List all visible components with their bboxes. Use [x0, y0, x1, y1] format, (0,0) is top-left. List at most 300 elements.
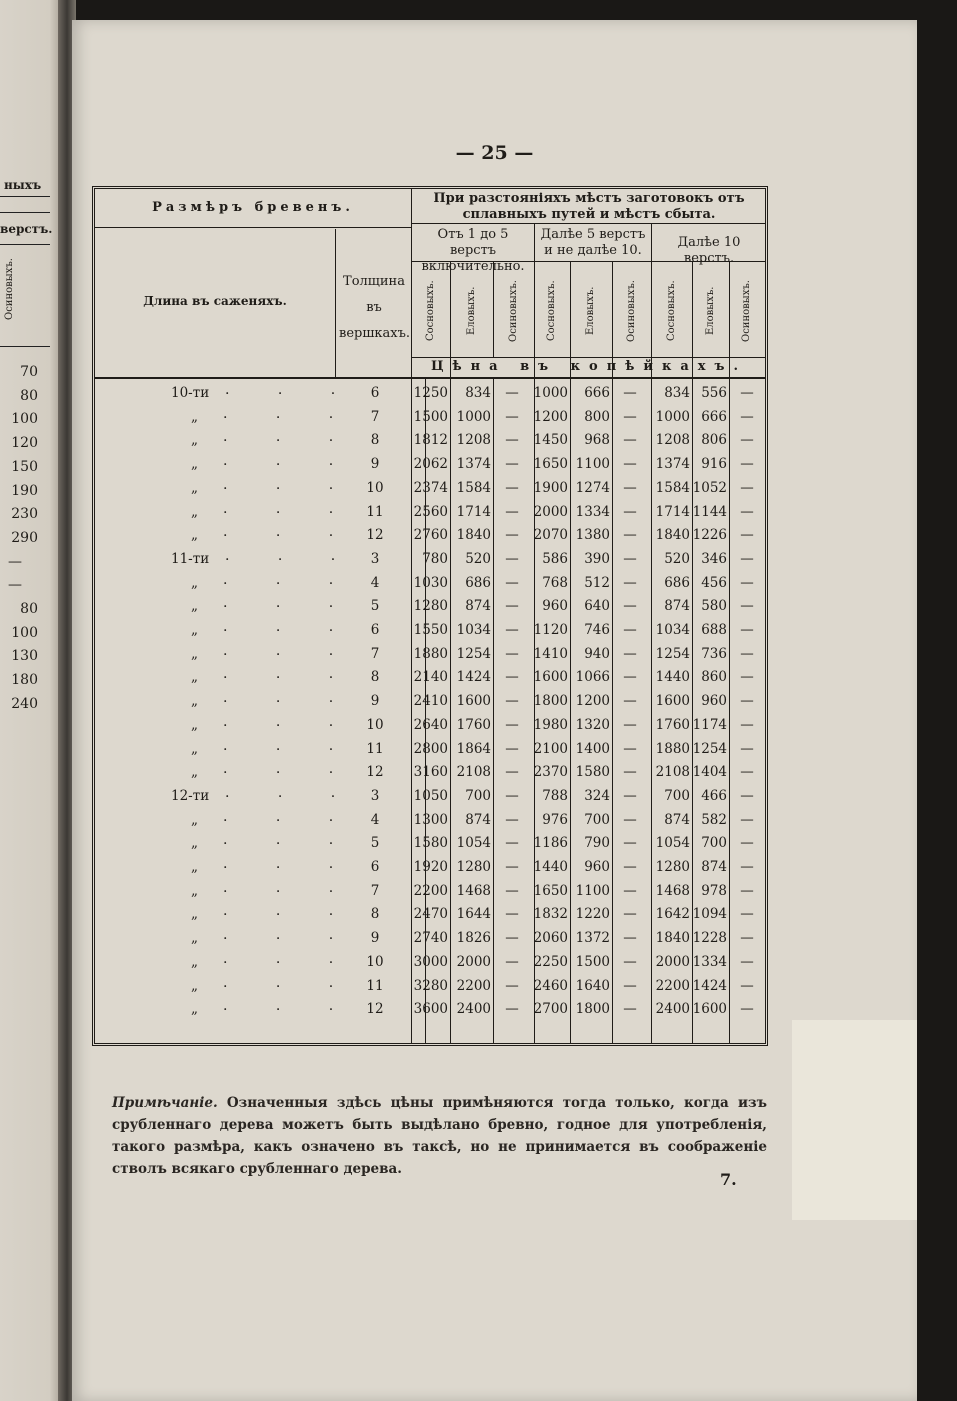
price-cell: 2410	[413, 693, 448, 710]
price-cell: 1100	[575, 882, 610, 899]
price-cell: —	[505, 432, 519, 449]
price-cell: 1500	[575, 953, 610, 970]
price-cell: 1208	[655, 432, 690, 449]
row-length: 11-ти	[171, 550, 210, 567]
price-cell: —	[623, 645, 637, 662]
price-cell: —	[505, 953, 519, 970]
leader-dots: . . .	[223, 405, 356, 422]
row-thickness: 11	[366, 503, 384, 520]
row-thickness: 12	[366, 1001, 384, 1018]
price-cell: 940	[584, 645, 610, 662]
leader-dots: . . .	[223, 476, 356, 493]
price-cell: 1054	[655, 835, 690, 852]
price-cell: 1468	[655, 882, 690, 899]
group-2-label: Далѣе 5 верстъ и не далѣе 10.	[540, 227, 646, 258]
price-cell: 520	[664, 550, 690, 567]
price-cell: 582	[701, 811, 727, 828]
price-cell: 1826	[456, 930, 491, 947]
row-thickness: 5	[370, 835, 380, 852]
price-cell: 874	[465, 598, 491, 615]
price-cell: 2000	[533, 503, 568, 520]
row-thickness: 3	[370, 787, 380, 804]
leader-dots: . . .	[223, 832, 356, 849]
price-cell: —	[623, 479, 637, 496]
price-cell: 1980	[533, 716, 568, 733]
price-cell: —	[505, 930, 519, 947]
left-value: 100	[11, 411, 38, 428]
price-cell: —	[623, 787, 637, 804]
row-length: „	[191, 669, 198, 686]
price-cell: 2374	[413, 479, 448, 496]
price-cell: —	[740, 408, 754, 425]
divider	[335, 229, 336, 379]
left-value: 180	[11, 672, 38, 689]
price-cell: 586	[542, 550, 568, 567]
row-length: „	[191, 906, 198, 923]
price-cell: 768	[542, 574, 568, 591]
price-cell: 1274	[575, 479, 610, 496]
price-cell: 2108	[456, 764, 491, 781]
price-table	[92, 186, 768, 1046]
price-cell: 2640	[413, 716, 448, 733]
wood-type-label: Осиновыхъ.	[741, 280, 752, 342]
price-cell: —	[505, 811, 519, 828]
left-rule	[0, 212, 50, 213]
row-length: „	[191, 1001, 198, 1018]
price-cell: 736	[701, 645, 727, 662]
note-paragraph	[112, 1092, 767, 1180]
left-value: —	[8, 577, 22, 594]
price-cell: —	[505, 550, 519, 567]
price-cell: 2370	[533, 764, 568, 781]
price-cell: 688	[701, 622, 727, 638]
price-cell: 1812	[413, 432, 448, 449]
price-cell: —	[505, 1001, 519, 1018]
page-number: — 25 —	[455, 142, 534, 164]
price-cell: 1424	[456, 669, 491, 686]
leader-dots: . . .	[223, 524, 356, 541]
price-cell: —	[505, 408, 519, 425]
price-cell: —	[623, 716, 637, 733]
row-length: „	[191, 598, 198, 615]
left-value: 240	[11, 695, 38, 712]
price-cell: 580	[701, 598, 727, 615]
price-cell: 466	[701, 787, 727, 804]
price-cell: 1440	[533, 859, 568, 875]
leader-dots: . . .	[223, 998, 356, 1015]
price-cell: 1800	[533, 693, 568, 710]
row-length: „	[191, 479, 198, 496]
left-header-mid: верстъ.	[0, 222, 53, 236]
price-cell: —	[623, 550, 637, 567]
wood-type-label: Осиновыхъ.	[507, 280, 519, 342]
price-cell: 1760	[655, 716, 690, 733]
price-cell: 874	[664, 598, 690, 615]
price-label: Цѣна въ копѣйкахъ.	[430, 359, 748, 374]
price-cell: 1374	[456, 456, 491, 473]
wood-type-label: Сосновыхъ.	[424, 280, 436, 342]
left-value: 70	[20, 364, 38, 380]
price-cell: —	[505, 385, 519, 401]
price-cell: 1052	[692, 479, 727, 496]
row-length: „	[191, 764, 198, 781]
price-cell: —	[623, 527, 637, 544]
row-length: „	[191, 859, 198, 875]
price-cell: 1066	[575, 669, 610, 686]
price-cell: 1840	[655, 930, 690, 947]
leader-dots: . . .	[223, 666, 356, 683]
price-cell: —	[623, 906, 637, 923]
price-cell: —	[740, 787, 754, 804]
price-cell: —	[740, 385, 754, 401]
price-cell: 1920	[413, 859, 448, 875]
rule	[95, 227, 411, 228]
price-cell: 1550	[413, 622, 448, 638]
price-cell: —	[623, 574, 637, 591]
price-cell: 1200	[575, 693, 610, 710]
price-cell: —	[505, 835, 519, 852]
leader-dots: . . .	[223, 619, 356, 635]
price-cell: —	[740, 456, 754, 473]
left-rule	[0, 346, 50, 347]
price-cell: 1034	[456, 622, 491, 638]
price-cell: 976	[542, 811, 568, 828]
price-cell: —	[623, 764, 637, 781]
leader-dots: . . .	[223, 903, 356, 920]
price-cell: 1424	[692, 977, 727, 994]
leader-dots: . . .	[223, 927, 356, 944]
left-value: 100	[11, 624, 38, 641]
row-length: „	[191, 882, 198, 899]
price-cell: 1600	[533, 669, 568, 686]
price-cell: —	[623, 598, 637, 615]
leader-dots: . . .	[223, 429, 356, 446]
price-cell: 1880	[655, 740, 690, 757]
price-cell: —	[505, 669, 519, 686]
price-cell: 1410	[533, 645, 568, 662]
left-value: 290	[11, 529, 38, 546]
price-cell: 700	[701, 835, 727, 852]
leader-dots: . . .	[223, 642, 356, 659]
row-length: „	[191, 527, 198, 544]
wood-type-label: Сосновыхъ.	[665, 280, 677, 342]
price-cell: 1440	[655, 669, 690, 686]
paper-stain	[792, 1020, 917, 1220]
price-cell: —	[623, 882, 637, 899]
price-cell: 1374	[655, 456, 690, 473]
row-thickness: 6	[370, 622, 380, 638]
price-cell: —	[623, 432, 637, 449]
price-cell: 2470	[413, 906, 448, 923]
left-page-fragment	[0, 0, 62, 1401]
price-cell: 788	[542, 787, 568, 804]
leader-dots: . . .	[223, 571, 356, 588]
price-cell: 960	[542, 598, 568, 615]
price-cell: —	[740, 764, 754, 781]
price-cell: 2000	[655, 953, 690, 970]
signature-mark: 7.	[720, 1170, 737, 1189]
price-cell: —	[505, 787, 519, 804]
price-cell: —	[505, 740, 519, 757]
price-cell: 1228	[692, 930, 727, 947]
row-length: „	[191, 574, 198, 591]
price-cell: 1144	[692, 503, 727, 520]
price-cell: 1050	[413, 787, 448, 804]
price-cell: 1054	[456, 835, 491, 852]
row-length: „	[191, 432, 198, 449]
row-length: „	[191, 930, 198, 947]
price-cell: 1120	[533, 622, 568, 638]
row-length: „	[191, 811, 198, 828]
left-col-label: Осиновыхъ.	[4, 258, 15, 320]
price-cell: 1580	[413, 835, 448, 852]
price-cell: 512	[584, 574, 610, 591]
price-cell: 1900	[533, 479, 568, 496]
price-cell: —	[740, 835, 754, 852]
price-cell: 1404	[692, 764, 727, 781]
rule	[411, 357, 765, 358]
price-cell: 1372	[575, 930, 610, 947]
row-thickness: 6	[370, 859, 380, 875]
price-cell: —	[740, 930, 754, 947]
price-cell: —	[740, 859, 754, 875]
row-thickness: 7	[370, 408, 380, 425]
leader-dots: . . .	[223, 737, 356, 754]
row-length: „	[191, 622, 198, 638]
price-cell: —	[623, 1001, 637, 1018]
price-cell: —	[623, 859, 637, 875]
price-cell: 746	[584, 622, 610, 638]
price-cell: —	[505, 977, 519, 994]
price-cell: 1400	[575, 740, 610, 757]
price-cell: 1254	[456, 645, 491, 662]
row-length: „	[191, 835, 198, 852]
price-cell: 1832	[533, 906, 568, 923]
left-value: 190	[11, 482, 38, 499]
price-cell: 2200	[655, 977, 690, 994]
price-cell: —	[740, 693, 754, 710]
price-cell: —	[740, 645, 754, 662]
wood-type-label: Сосновыхъ.	[546, 280, 557, 342]
price-cell: 960	[701, 693, 727, 710]
price-cell: —	[505, 882, 519, 899]
leader-dots: . . .	[223, 974, 356, 991]
price-cell: 1468	[456, 882, 491, 899]
price-cell: —	[740, 527, 754, 544]
price-cell: 1640	[575, 977, 610, 994]
price-cell: 520	[465, 550, 491, 567]
row-length: „	[191, 716, 198, 733]
row-length: „	[191, 693, 198, 710]
row-length: 12-ти	[171, 787, 210, 804]
row-thickness: 7	[370, 645, 380, 662]
row-length: „	[191, 977, 198, 994]
price-cell: 1334	[692, 953, 727, 970]
row-thickness: 6	[370, 385, 380, 401]
price-cell: 960	[584, 859, 610, 875]
price-cell: 1800	[575, 1001, 610, 1018]
leader-dots: . . .	[223, 879, 356, 896]
price-cell: 1000	[655, 408, 690, 425]
price-cell: 874	[701, 859, 727, 875]
leader-dots: . . .	[223, 950, 356, 967]
price-cell: 556	[701, 385, 727, 401]
left-value: 80	[20, 601, 38, 617]
price-cell: 860	[701, 669, 727, 686]
price-cell: 1500	[413, 408, 448, 425]
price-cell: 686	[664, 574, 690, 591]
row-thickness: 4	[370, 574, 380, 591]
price-cell: —	[505, 622, 519, 638]
price-cell: 666	[701, 408, 727, 425]
leader-dots: . . .	[223, 808, 356, 825]
row-thickness: 9	[370, 693, 380, 710]
price-cell: —	[623, 930, 637, 947]
price-cell: 1580	[575, 764, 610, 781]
price-cell: —	[623, 953, 637, 970]
price-cell: 1840	[655, 527, 690, 544]
price-cell: —	[623, 693, 637, 710]
divider	[493, 261, 494, 357]
price-cell: 1880	[413, 645, 448, 662]
row-length: 10-ти	[171, 385, 210, 401]
leader-dots: . . .	[225, 547, 358, 564]
price-cell: 1584	[456, 479, 491, 496]
price-cell: 874	[664, 811, 690, 828]
price-cell: 1642	[655, 906, 690, 923]
row-length: „	[191, 503, 198, 520]
price-cell: 1584	[655, 479, 690, 496]
price-cell: 2460	[533, 977, 568, 994]
note-label: Примѣчаніе.	[112, 1095, 218, 1111]
group-3-label: Далѣе 10 верстъ.	[677, 235, 741, 266]
price-cell: 1650	[533, 456, 568, 473]
price-cell: —	[740, 740, 754, 757]
price-cell: —	[623, 669, 637, 686]
price-cell: 834	[465, 385, 491, 401]
row-thickness: 10	[366, 479, 384, 496]
price-cell: —	[740, 882, 754, 899]
price-cell: 640	[584, 598, 610, 615]
price-cell: 3280	[413, 977, 448, 994]
price-cell: 1208	[456, 432, 491, 449]
left-rule	[0, 244, 50, 245]
price-cell: 700	[584, 811, 610, 828]
price-cell: —	[505, 716, 519, 733]
price-cell: —	[740, 906, 754, 923]
row-thickness: 3	[370, 550, 380, 567]
price-cell: 790	[584, 835, 610, 852]
price-cell: —	[740, 598, 754, 615]
price-cell: 2760	[413, 527, 448, 544]
row-thickness: 8	[370, 906, 380, 923]
price-cell: 2060	[533, 930, 568, 947]
price-cell: —	[505, 598, 519, 615]
price-cell: 1250	[413, 385, 448, 401]
price-cell: —	[623, 811, 637, 828]
left-value: 130	[11, 648, 38, 665]
price-cell: 1034	[655, 622, 690, 638]
price-cell: 1280	[655, 859, 690, 875]
price-cell: —	[740, 977, 754, 994]
price-cell: 1714	[456, 503, 491, 520]
leader-dots: . . .	[223, 856, 356, 872]
price-cell: 2100	[533, 740, 568, 757]
price-cell: —	[505, 764, 519, 781]
price-cell: —	[623, 977, 637, 994]
price-cell: —	[740, 811, 754, 828]
price-cell: —	[505, 574, 519, 591]
price-cell: —	[623, 740, 637, 757]
price-cell: 346	[701, 550, 727, 567]
price-cell: 1334	[575, 503, 610, 520]
price-cell: 1100	[575, 456, 610, 473]
price-cell: —	[623, 503, 637, 520]
price-cell: 1450	[533, 432, 568, 449]
price-cell: 1300	[413, 811, 448, 828]
price-cell: —	[505, 645, 519, 662]
price-cell: 1254	[655, 645, 690, 662]
price-cell: 1254	[692, 740, 727, 757]
row-thickness: 12	[366, 527, 384, 544]
row-thickness: 5	[370, 598, 380, 615]
book-page	[72, 20, 917, 1401]
price-cell: 2560	[413, 503, 448, 520]
price-cell: 2400	[456, 1001, 491, 1018]
leader-dots: . . .	[225, 784, 358, 801]
price-cell: —	[740, 1001, 754, 1018]
price-cell: 1864	[456, 740, 491, 757]
price-cell: —	[740, 716, 754, 733]
price-cell: —	[740, 550, 754, 567]
price-cell: 1644	[456, 906, 491, 923]
left-value: 230	[11, 506, 38, 523]
price-cell: 968	[584, 432, 610, 449]
price-cell: 2800	[413, 740, 448, 757]
left-rule	[0, 196, 50, 197]
price-cell: —	[623, 456, 637, 473]
price-cell: —	[740, 953, 754, 970]
note-text: Означенныя здѣсь цѣны примѣняются тогда только, когда изъ срубленнаго дерева можетъ быть выдѣлано бревно, годное для употребленія, такого размѣра, какъ означено въ таксѣ, но не принимается въ соображеніе стволъ всякаго срубленнаго дерева.	[112, 1095, 767, 1177]
price-cell: 1220	[575, 906, 610, 923]
leader-dots: . . .	[223, 595, 356, 612]
price-cell: 700	[664, 787, 690, 804]
price-cell: 2250	[533, 953, 568, 970]
left-value: 80	[20, 387, 38, 404]
price-cell: 3000	[413, 953, 448, 970]
row-length: „	[191, 953, 198, 970]
leader-dots: . . .	[225, 382, 358, 398]
price-cell: 2108	[655, 764, 690, 781]
price-cell: —	[505, 527, 519, 544]
price-cell: 1714	[655, 503, 690, 520]
price-cell: —	[505, 456, 519, 473]
row-thickness: 9	[370, 456, 380, 473]
price-cell: —	[623, 408, 637, 425]
price-cell: —	[740, 479, 754, 496]
wood-type-label: Осиновыхъ.	[625, 280, 637, 342]
price-cell: 324	[584, 787, 610, 804]
row-thickness: 12	[366, 764, 384, 781]
price-cell: 1030	[413, 574, 448, 591]
price-cell: —	[505, 503, 519, 520]
price-cell: 916	[701, 456, 727, 473]
wood-type-label: Еловыхъ.	[465, 286, 477, 336]
price-cell: 2062	[413, 456, 448, 473]
row-thickness: 8	[370, 432, 380, 449]
price-cell: 2070	[533, 527, 568, 544]
price-cell: 1000	[533, 385, 568, 401]
